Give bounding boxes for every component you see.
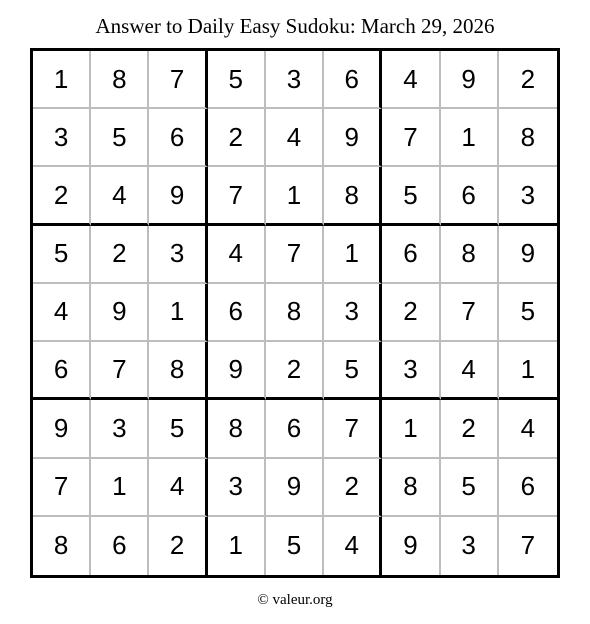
sudoku-cell: 3 <box>91 400 149 458</box>
sudoku-cell: 5 <box>208 51 266 109</box>
sudoku-cell: 9 <box>91 284 149 342</box>
sudoku-cell: 3 <box>149 226 207 284</box>
sudoku-cell: 2 <box>266 342 324 400</box>
sudoku-cell: 9 <box>382 517 440 575</box>
sudoku-cell: 6 <box>499 459 557 517</box>
sudoku-cell: 6 <box>208 284 266 342</box>
sudoku-cell: 9 <box>324 109 382 167</box>
sudoku-cell: 2 <box>499 51 557 109</box>
sudoku-cell: 9 <box>33 400 91 458</box>
sudoku-cell: 7 <box>382 109 440 167</box>
sudoku-cell: 6 <box>324 51 382 109</box>
sudoku-cell: 1 <box>91 459 149 517</box>
sudoku-cell: 8 <box>441 226 499 284</box>
sudoku-cell: 3 <box>266 51 324 109</box>
sudoku-cell: 5 <box>149 400 207 458</box>
sudoku-cell: 6 <box>382 226 440 284</box>
page-title: Answer to Daily Easy Sudoku: March 29, 2026 <box>95 14 495 38</box>
sudoku-cell: 9 <box>499 226 557 284</box>
sudoku-cell: 7 <box>149 51 207 109</box>
sudoku-cell: 4 <box>324 517 382 575</box>
sudoku-cell: 2 <box>324 459 382 517</box>
sudoku-cell: 5 <box>441 459 499 517</box>
sudoku-cell: 5 <box>266 517 324 575</box>
sudoku-cell: 7 <box>441 284 499 342</box>
sudoku-cell: 3 <box>382 342 440 400</box>
sudoku-cell: 1 <box>382 400 440 458</box>
sudoku-cell: 8 <box>499 109 557 167</box>
sudoku-cell: 3 <box>208 459 266 517</box>
sudoku-cell: 8 <box>324 167 382 225</box>
sudoku-cell: 3 <box>499 167 557 225</box>
sudoku-cell: 1 <box>208 517 266 575</box>
sudoku-cell: 7 <box>208 167 266 225</box>
sudoku-cell: 7 <box>91 342 149 400</box>
sudoku-cell: 1 <box>441 109 499 167</box>
sudoku-board <box>30 48 560 578</box>
sudoku-cell: 9 <box>441 51 499 109</box>
sudoku-cell: 6 <box>91 517 149 575</box>
sudoku-cell: 4 <box>441 342 499 400</box>
copyright-footer: © valeur.org <box>257 592 333 608</box>
sudoku-cell: 1 <box>499 342 557 400</box>
sudoku-cell: 4 <box>266 109 324 167</box>
sudoku-cell: 8 <box>91 51 149 109</box>
sudoku-cell: 5 <box>324 342 382 400</box>
sudoku-cell: 8 <box>208 400 266 458</box>
sudoku-cell: 9 <box>266 459 324 517</box>
sudoku-cell: 4 <box>33 284 91 342</box>
sudoku-cell: 2 <box>91 226 149 284</box>
sudoku-cell: 5 <box>91 109 149 167</box>
sudoku-cell: 5 <box>382 167 440 225</box>
sudoku-cell: 8 <box>33 517 91 575</box>
sudoku-cell: 7 <box>520 530 536 561</box>
sudoku-cell: 1 <box>149 284 207 342</box>
sudoku-cell: 8 <box>149 342 207 400</box>
sudoku-cell: 3 <box>33 109 91 167</box>
sudoku-cell: 1 <box>33 51 91 109</box>
sudoku-cell: 9 <box>149 167 207 225</box>
sudoku-cell: 2 <box>149 517 207 575</box>
sudoku-cell: 4 <box>208 226 266 284</box>
sudoku-cell: 2 <box>441 400 499 458</box>
sudoku-cell: 4 <box>382 51 440 109</box>
sudoku-cell: 6 <box>441 167 499 225</box>
sudoku-cell: 7 <box>33 459 91 517</box>
sudoku-cell: 5 <box>499 284 557 342</box>
sudoku-cell: 5 <box>33 226 91 284</box>
sudoku-cell: 4 <box>149 459 207 517</box>
sudoku-cell: 3 <box>441 517 499 575</box>
sudoku-cell: 6 <box>149 109 207 167</box>
sudoku-cell: 7 <box>324 400 382 458</box>
sudoku-cell: 4 <box>91 167 149 225</box>
sudoku-cell: 8 <box>266 284 324 342</box>
sudoku-cell: 6 <box>266 400 324 458</box>
sudoku-cell: 8 <box>382 459 440 517</box>
sudoku-cell: 1 <box>266 167 324 225</box>
sudoku-cell: 2 <box>382 284 440 342</box>
sudoku-cell: 1 <box>324 226 382 284</box>
sudoku-cell: 4 <box>499 400 557 458</box>
sudoku-cell: 3 <box>324 284 382 342</box>
sudoku-cell: 6 <box>33 342 91 400</box>
sudoku-cell: 2 <box>33 167 91 225</box>
sudoku-cell: 2 <box>208 109 266 167</box>
sudoku-cell: 7 <box>266 226 324 284</box>
sudoku-cell: 9 <box>208 342 266 400</box>
